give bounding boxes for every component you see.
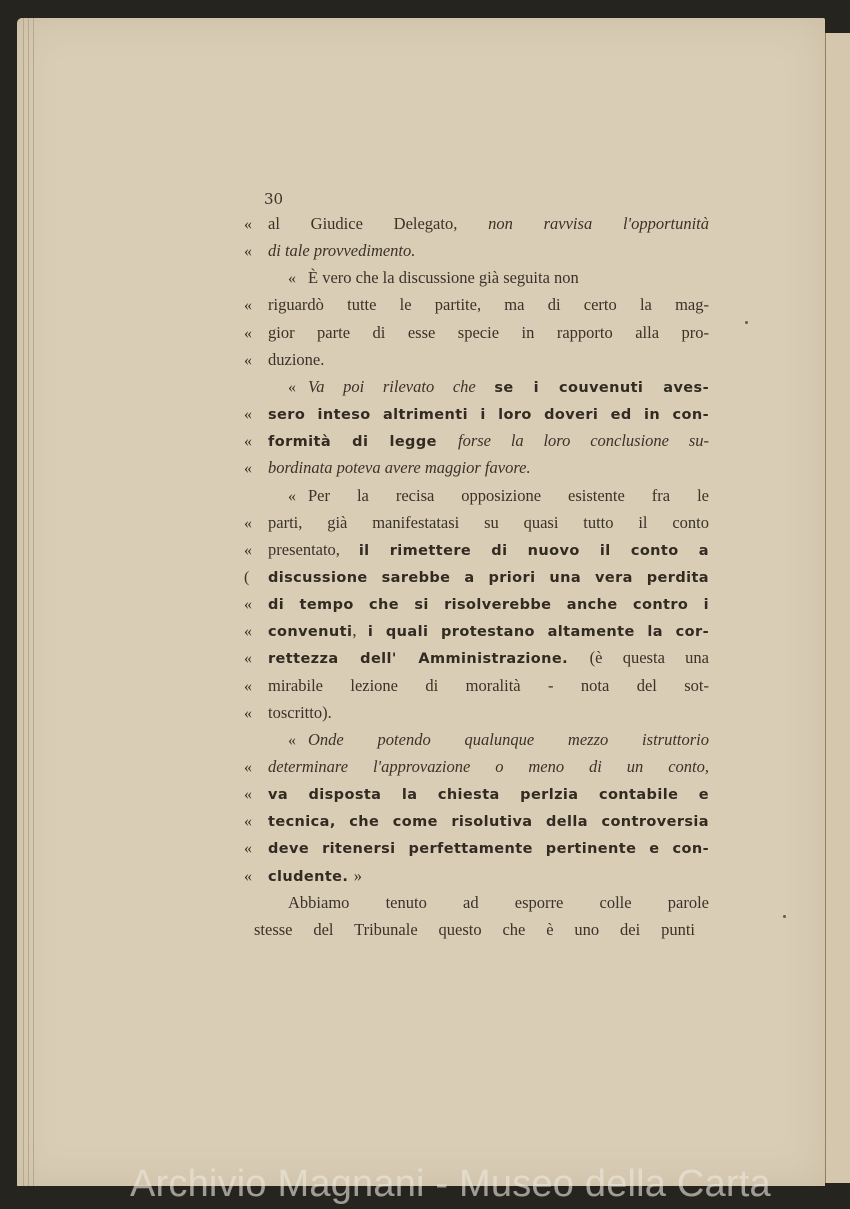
line-content [308,264,709,291]
line-content [268,862,709,891]
quote-mark: « [244,460,252,478]
roman-text: » [353,865,362,885]
line-content [268,590,709,619]
bold-text: convenuti [268,624,353,641]
line-content [268,427,709,456]
quote-mark: « [288,731,296,749]
text-line [244,346,709,373]
quote-mark: « [244,786,252,804]
line-content [308,482,709,509]
quote-mark: « [244,541,252,559]
roman-text: presentato, [268,539,359,559]
quote-mark: « [244,704,252,722]
line-content [268,319,709,346]
roman-text: gior parte di esse specie in rapporto alla pro- [268,322,709,342]
adjacent-page-edge [825,33,850,1183]
text-line [244,644,709,671]
italic-text: forse la loro conclusione su- [458,431,709,451]
quote-mark: « [244,514,252,532]
quote-mark: « [244,759,252,776]
bold-text: tecnica, che come risolutiva della controversia [268,814,709,831]
text-line [244,319,709,346]
roman-text: (è questa una [589,648,710,668]
text-line [244,726,709,753]
quote-mark: « [288,378,296,396]
text-line [244,590,709,617]
bold-text: formità di legge [268,434,458,451]
italic-text: Onde potendo qualunque mezzo istruttorio [308,729,709,749]
roman-text: Abbiamo tenuto ad esporre colle parole [288,892,709,912]
line-content [308,726,709,753]
text-line [244,617,709,644]
bold-text: sero inteso altrimenti i loro doveri ed in con- [268,407,709,424]
line-content [268,210,709,237]
quote-mark: « [244,840,252,858]
quote-mark: « [244,324,252,342]
bold-text: i quali protestano altamente la cor- [367,624,709,641]
text-line [244,210,709,237]
roman-text: parti, già manifestatasi su quasi tutto il conto [268,512,709,532]
text-line [244,400,709,427]
text-line [244,889,709,916]
roman-text: mirabile lezione di moralità - nota del sot- [268,675,709,695]
text-line [244,862,709,889]
quote-mark: « [244,677,252,695]
italic-text: di tale provvedimento. [268,241,416,261]
text-line [244,699,709,726]
line-content [268,617,709,646]
line-content [268,834,709,863]
paper-speck [745,321,748,324]
line-content [268,807,709,836]
bold-text: cludente. [268,868,354,885]
text-line [244,780,709,807]
line-content [288,889,709,916]
line-content [254,916,695,943]
text-line [244,672,709,699]
quote-mark: « [244,650,252,668]
bold-text: discussione sarebbe a priori una vera perdita [268,569,709,586]
line-content [268,400,709,429]
text-line [244,237,709,264]
line-content [268,563,709,592]
text-line [244,373,709,400]
text-line [244,563,709,590]
quote-mark: « [244,406,252,424]
roman-text: Per la recisa opposizione esistente fra le [308,485,709,505]
quote-mark: « [244,351,252,369]
quote-mark: « [244,433,252,451]
text-line [244,834,709,861]
text-line [244,807,709,834]
line-content [268,672,709,699]
text-line [244,291,709,318]
text-line [244,454,709,481]
roman-text: riguardò tutte le partite, ma di certo la mag- [268,295,709,315]
page-number: 30 [264,190,284,208]
text-line [244,536,709,563]
line-content [268,291,709,318]
roman-text: stesse del Tribunale questo che è uno dei punti [254,919,695,939]
text-line [244,482,709,509]
roman-text: , [352,621,368,641]
line-content [268,644,709,673]
bold-text: il rimettere di nuovo il conto a [358,542,709,559]
line-content [268,753,709,780]
line-content [268,454,709,481]
quote-mark: « [244,623,252,641]
text-line [244,753,709,780]
quote-mark: « [244,216,252,233]
line-content [268,699,709,726]
quote-mark: « [244,596,252,614]
roman-text: È vero che la discussione già seguita non [308,268,579,288]
bold-text: se i couvenuti aves- [494,379,709,396]
italic-text: Va poi rilevato che [308,376,495,396]
bold-text: deve ritenersi perfettamente pertinente e con- [268,841,709,858]
bold-text: di tempo che si risolverebbe anche contro i [268,597,709,614]
quote-mark: « [288,270,296,288]
page-edge [33,18,34,1186]
quote-mark: « [244,297,252,315]
page-edge [23,18,24,1186]
line-content [308,373,709,402]
line-content [268,346,709,373]
quote-mark: « [244,867,252,885]
paper-speck [783,915,786,918]
italic-text: bordinata poteva avere maggior favore. [268,458,531,478]
quote-mark: « [288,487,296,505]
quote-mark: « [244,243,252,261]
line-content [268,780,709,809]
watermark: Archivio Magnani - Museo della Carta [130,1163,771,1205]
text-line [244,509,709,536]
line-content [268,536,709,565]
page-edge [28,18,29,1186]
line-content [268,509,709,536]
line-content [268,237,709,264]
quote-mark: ( [244,568,250,586]
quote-mark: « [244,813,252,831]
roman-text: duzione. [268,349,325,369]
italic-text: non ravvisa l'opportunità [488,214,709,233]
italic-text: determinare l'approvazione o meno di un conto, [268,757,709,776]
roman-text: toscritto). [268,702,332,722]
bold-text: va disposta la chiesta perlzia contabile e [268,787,709,804]
bold-text: rettezza dell' Amministrazione. [268,651,590,668]
text-line [244,264,709,291]
text-line [244,427,709,454]
roman-text: al Giudice Delegato, [268,214,489,233]
text-line [244,916,709,943]
